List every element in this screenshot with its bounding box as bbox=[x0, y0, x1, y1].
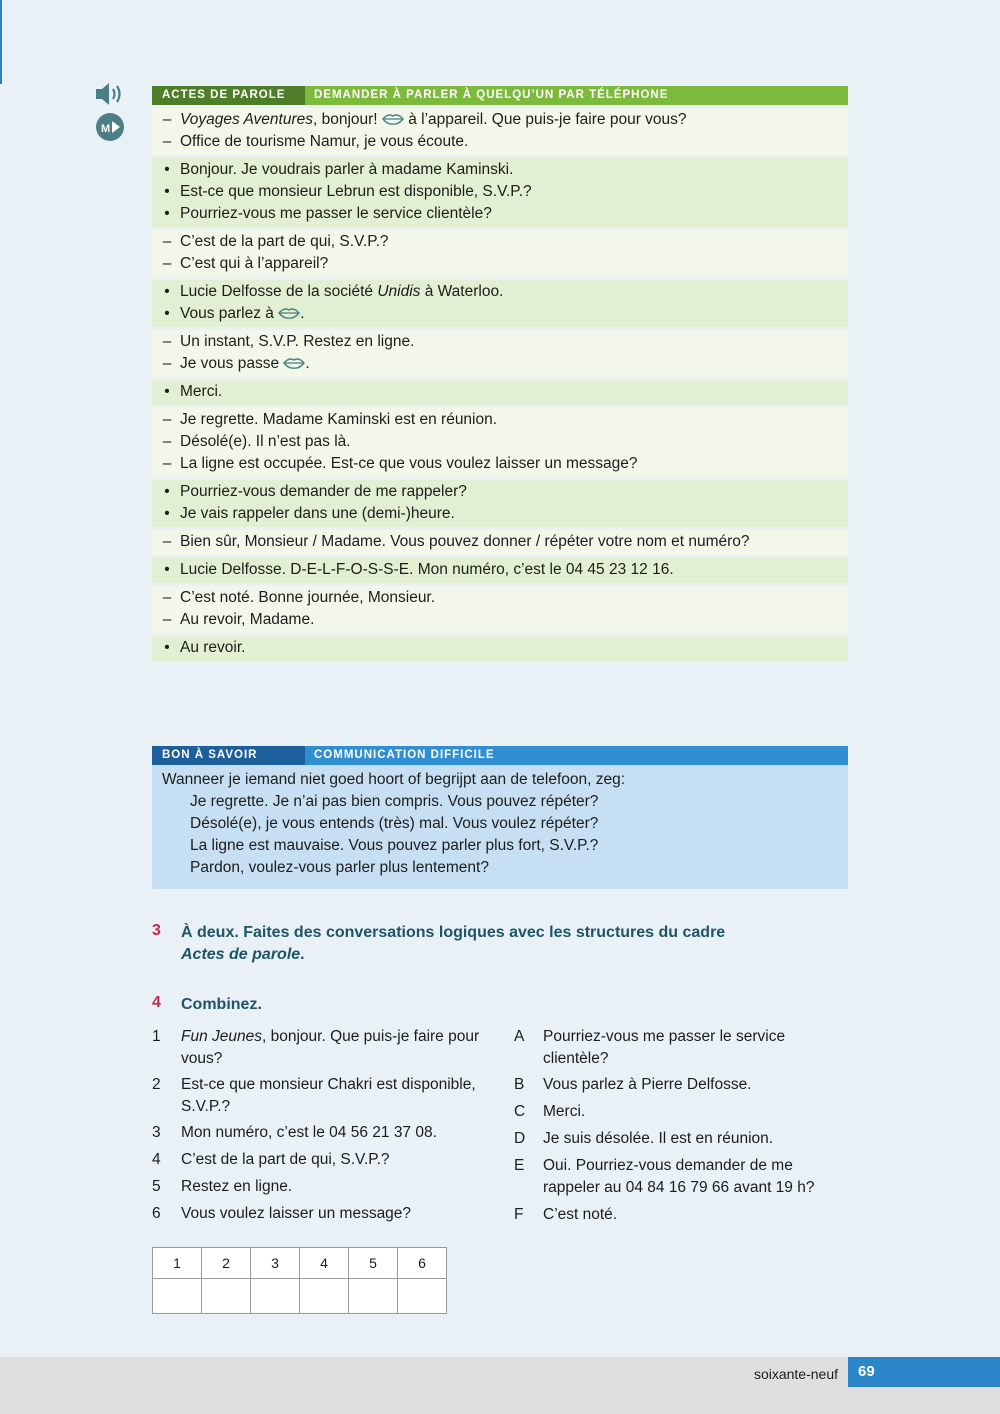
answer-cell[interactable] bbox=[202, 1279, 251, 1314]
line-text: Vous parlez à bbox=[180, 305, 279, 322]
line-text: Est-ce que monsieur Lebrun est disponible, S.V.P.? bbox=[180, 183, 532, 200]
left-item-number: 4 bbox=[152, 1151, 161, 1168]
answer-cell[interactable] bbox=[300, 1279, 349, 1314]
dash-mark: – bbox=[162, 233, 172, 250]
line-text: Au revoir, Madame. bbox=[180, 611, 315, 628]
caller-line bbox=[152, 181, 848, 203]
receiver-line bbox=[152, 409, 848, 431]
line-text: Pourriez-vous me passer le service clientèle? bbox=[180, 205, 492, 222]
left-item-number: 5 bbox=[152, 1178, 161, 1195]
line-text: , bonjour! bbox=[312, 111, 382, 128]
dialogue-block bbox=[152, 380, 848, 405]
bullet-mark: • bbox=[164, 283, 170, 300]
left-item-text: Restez en ligne. bbox=[181, 1178, 293, 1195]
receiver-line bbox=[152, 331, 848, 353]
dash-mark: – bbox=[162, 455, 172, 472]
line-text: C’est de la part de qui, S.V.P.? bbox=[180, 233, 389, 250]
dialogue-block bbox=[152, 280, 848, 327]
lips-icon bbox=[382, 111, 404, 128]
page-number-word: soixante-neuf bbox=[753, 1366, 838, 1382]
right-item bbox=[514, 1204, 834, 1226]
line-text: C’est noté. Bonne journée, Monsieur. bbox=[180, 589, 436, 606]
bullet-mark: • bbox=[164, 205, 170, 222]
lips-icon bbox=[278, 305, 300, 322]
right-item-letter: A bbox=[514, 1028, 525, 1045]
bullet-mark: • bbox=[164, 639, 170, 656]
dash-mark: – bbox=[162, 411, 172, 428]
dialogue-block bbox=[152, 158, 848, 227]
receiver-line bbox=[152, 109, 848, 131]
caller-line bbox=[152, 159, 848, 181]
exercise-3-period: . bbox=[300, 946, 305, 963]
receiver-line bbox=[152, 353, 848, 375]
page-footer bbox=[0, 1357, 1000, 1414]
speaker-icon[interactable] bbox=[94, 80, 126, 108]
line-text: Un instant, S.V.P. Restez en ligne. bbox=[180, 333, 415, 350]
caller-line bbox=[152, 381, 848, 403]
dash-mark: – bbox=[162, 111, 172, 128]
line-text: Lucie Delfosse. D-E-L-F-O-S-S-E. Mon numéro, c’est le 04 45 23 12 16. bbox=[180, 561, 674, 578]
line-text: Lucie Delfosse de la société bbox=[180, 283, 378, 300]
bon-a-savoir-label: BON À SAVOIR bbox=[152, 746, 305, 765]
dialogue-block bbox=[152, 558, 848, 583]
receiver-line bbox=[152, 587, 848, 609]
caller-line bbox=[152, 203, 848, 225]
caller-line bbox=[152, 281, 848, 303]
page-number: 69 bbox=[848, 1357, 1000, 1387]
bon-a-savoir-title: COMMUNICATION DIFFICILE bbox=[305, 746, 848, 765]
left-item bbox=[152, 1149, 504, 1171]
example-line: Je regrette. Je n’ai pas bien compris. Vous pouvez répéter? bbox=[190, 793, 599, 810]
caller-line bbox=[152, 303, 848, 325]
line-text: La ligne est occupée. Est-ce que vous voulez laisser un message? bbox=[180, 455, 638, 472]
left-item-text: , bonjour. Que puis-je faire pour vous? bbox=[181, 1028, 480, 1067]
receiver-line bbox=[152, 431, 848, 453]
dash-mark: – bbox=[162, 533, 172, 550]
left-item-text: C’est de la part de qui, S.V.P.? bbox=[181, 1151, 390, 1168]
bullet-mark: • bbox=[164, 183, 170, 200]
left-item-number: 6 bbox=[152, 1205, 161, 1222]
line-text-after: à Waterloo. bbox=[420, 283, 504, 300]
receiver-line bbox=[152, 231, 848, 253]
left-item-emphasis: Fun Jeunes bbox=[181, 1028, 262, 1045]
bon-a-savoir-header bbox=[152, 746, 848, 765]
answer-grid bbox=[152, 1247, 447, 1314]
line-text: Bien sûr, Monsieur / Madame. Vous pouvez donner / répéter votre nom et numéro? bbox=[180, 533, 750, 550]
line-text: Bonjour. Je voudrais parler à madame Kaminski. bbox=[180, 161, 514, 178]
actes-header bbox=[152, 86, 848, 105]
caller-line bbox=[152, 481, 848, 503]
line-text: Merci. bbox=[180, 383, 223, 400]
example-line: Désolé(e), je vous entends (très) mal. Vous voulez répéter? bbox=[190, 815, 599, 832]
line-text-after: à l’appareil. Que puis-je faire pour vous? bbox=[403, 111, 687, 128]
line-emphasis: Unidis bbox=[377, 283, 421, 300]
dash-mark: – bbox=[162, 611, 172, 628]
dialogue-block bbox=[152, 530, 848, 555]
exercise-3-line1: À deux. Faites des conversations logiques avec les structures du cadre bbox=[181, 924, 726, 941]
right-item-text: C’est noté. bbox=[543, 1206, 618, 1223]
left-item-number: 2 bbox=[152, 1076, 161, 1093]
right-item bbox=[514, 1128, 834, 1150]
line-text-after: . bbox=[305, 355, 310, 372]
receiver-line bbox=[152, 453, 848, 475]
answer-grid-header-row bbox=[153, 1248, 447, 1279]
bullet-mark: • bbox=[164, 161, 170, 178]
right-item-letter: B bbox=[514, 1076, 525, 1093]
exercise-4-number: 4 bbox=[152, 994, 161, 1011]
left-item-text: Est-ce que monsieur Chakri est disponible, S.V.P.? bbox=[181, 1076, 476, 1115]
exercise-4-title: Combinez. bbox=[181, 996, 262, 1013]
right-item bbox=[514, 1026, 834, 1070]
right-item-text: Je suis désolée. Il est en réunion. bbox=[543, 1130, 774, 1147]
line-text: Je regrette. Madame Kaminski est en réunion. bbox=[180, 411, 498, 428]
right-item-letter: F bbox=[514, 1206, 524, 1223]
bullet-mark: • bbox=[164, 383, 170, 400]
left-item bbox=[152, 1203, 504, 1225]
bullet-mark: • bbox=[164, 561, 170, 578]
answer-grid-header: 2 bbox=[202, 1248, 251, 1279]
caller-line bbox=[152, 503, 848, 525]
dialogue-block bbox=[152, 636, 848, 661]
actes-label: ACTES DE PAROLE bbox=[152, 86, 305, 105]
line-text: Désolé(e). Il n’est pas là. bbox=[180, 433, 351, 450]
lips-icon bbox=[283, 355, 305, 372]
dialogue-block bbox=[152, 480, 848, 527]
line-text: Je vais rappeler dans une (demi-)heure. bbox=[180, 505, 455, 522]
answer-cell[interactable] bbox=[349, 1279, 398, 1314]
example-line: La ligne est mauvaise. Vous pouvez parler plus fort, S.V.P.? bbox=[190, 837, 599, 854]
exercise-4-right-column bbox=[514, 1026, 834, 1226]
right-item-text: Pourriez-vous me passer le service clientèle? bbox=[543, 1028, 786, 1067]
line-emphasis: Voyages Aventures bbox=[180, 111, 313, 128]
exercise-3 bbox=[152, 922, 848, 966]
receiver-line bbox=[152, 531, 848, 553]
answer-grid-header: 6 bbox=[398, 1248, 447, 1279]
answer-grid-header: 4 bbox=[300, 1248, 349, 1279]
right-item-letter: E bbox=[514, 1157, 525, 1174]
dash-mark: – bbox=[162, 333, 172, 350]
dash-mark: – bbox=[162, 255, 172, 272]
dialogue-block bbox=[152, 408, 848, 477]
left-item bbox=[152, 1122, 504, 1144]
dash-mark: – bbox=[162, 433, 172, 450]
bon-a-savoir-body bbox=[152, 765, 848, 889]
bullet-mark: • bbox=[164, 305, 170, 322]
answer-grid-header: 5 bbox=[349, 1248, 398, 1279]
receiver-line bbox=[152, 131, 848, 153]
line-text: Je vous passe bbox=[180, 355, 284, 372]
right-item-text: Oui. Pourriez-vous demander de me rappeler au 04 84 16 79 66 avant 19 h? bbox=[543, 1157, 815, 1196]
left-item-text: Vous voulez laisser un message? bbox=[181, 1205, 412, 1222]
left-item-text: Mon numéro, c’est le 04 56 21 37 08. bbox=[181, 1124, 437, 1141]
left-item-number: 1 bbox=[152, 1028, 161, 1045]
dash-mark: – bbox=[162, 133, 172, 150]
dash-mark: – bbox=[162, 355, 172, 372]
answer-cell[interactable] bbox=[153, 1279, 202, 1314]
dialogue-block bbox=[152, 330, 848, 377]
right-item bbox=[514, 1074, 834, 1096]
page-edge-line bbox=[0, 0, 2, 84]
right-item bbox=[514, 1155, 834, 1199]
actes-title: DEMANDER À PARLER À QUELQU’UN PAR TÉLÉPHONE bbox=[305, 86, 848, 105]
line-text: Office de tourisme Namur, je vous écoute. bbox=[180, 133, 469, 150]
exercise-4-left-column bbox=[152, 1026, 504, 1225]
left-item-number: 3 bbox=[152, 1124, 161, 1141]
exercise-3-instruction bbox=[181, 922, 801, 966]
dialogue-block bbox=[152, 108, 848, 155]
right-item-text: Vous parlez à Pierre Delfosse. bbox=[543, 1076, 752, 1093]
example-line: Pardon, voulez-vous parler plus lentement? bbox=[190, 859, 489, 876]
left-item bbox=[152, 1176, 504, 1198]
right-item bbox=[514, 1101, 834, 1123]
exercise-4 bbox=[152, 994, 848, 1016]
caller-line bbox=[152, 559, 848, 581]
answer-cell[interactable] bbox=[251, 1279, 300, 1314]
dash-mark: – bbox=[162, 589, 172, 606]
line-text: C’est qui à l’appareil? bbox=[180, 255, 329, 272]
bullet-mark: • bbox=[164, 505, 170, 522]
right-item-text: Merci. bbox=[543, 1103, 586, 1120]
bullet-mark: • bbox=[164, 483, 170, 500]
exercise-3-emphasis: Actes de parole bbox=[181, 946, 301, 963]
right-item-letter: C bbox=[514, 1103, 526, 1120]
line-text: Au revoir. bbox=[180, 639, 246, 656]
line-text-after: . bbox=[300, 305, 305, 322]
answer-grid-header: 1 bbox=[153, 1248, 202, 1279]
caller-line bbox=[152, 637, 848, 659]
receiver-line bbox=[152, 253, 848, 275]
line-text: Pourriez-vous demander de me rappeler? bbox=[180, 483, 467, 500]
svg-text:M: M bbox=[101, 123, 111, 135]
receiver-line bbox=[152, 609, 848, 631]
md-play-icon[interactable] bbox=[95, 112, 125, 142]
dialogue-block bbox=[152, 230, 848, 277]
bon-a-savoir-box bbox=[152, 746, 848, 889]
bon-a-savoir-intro: Wanneer je iemand niet goed hoort of begrijpt aan de telefoon, zeg: bbox=[162, 771, 626, 788]
right-item-letter: D bbox=[514, 1130, 526, 1147]
actes-de-parole-box bbox=[152, 86, 848, 661]
answer-grid-answer-row bbox=[153, 1279, 447, 1314]
left-item bbox=[152, 1026, 504, 1070]
answer-grid-header: 3 bbox=[251, 1248, 300, 1279]
left-item bbox=[152, 1074, 504, 1118]
exercise-3-number: 3 bbox=[152, 922, 161, 939]
answer-cell[interactable] bbox=[398, 1279, 447, 1314]
actes-dialogue bbox=[152, 108, 848, 661]
dialogue-block bbox=[152, 586, 848, 633]
